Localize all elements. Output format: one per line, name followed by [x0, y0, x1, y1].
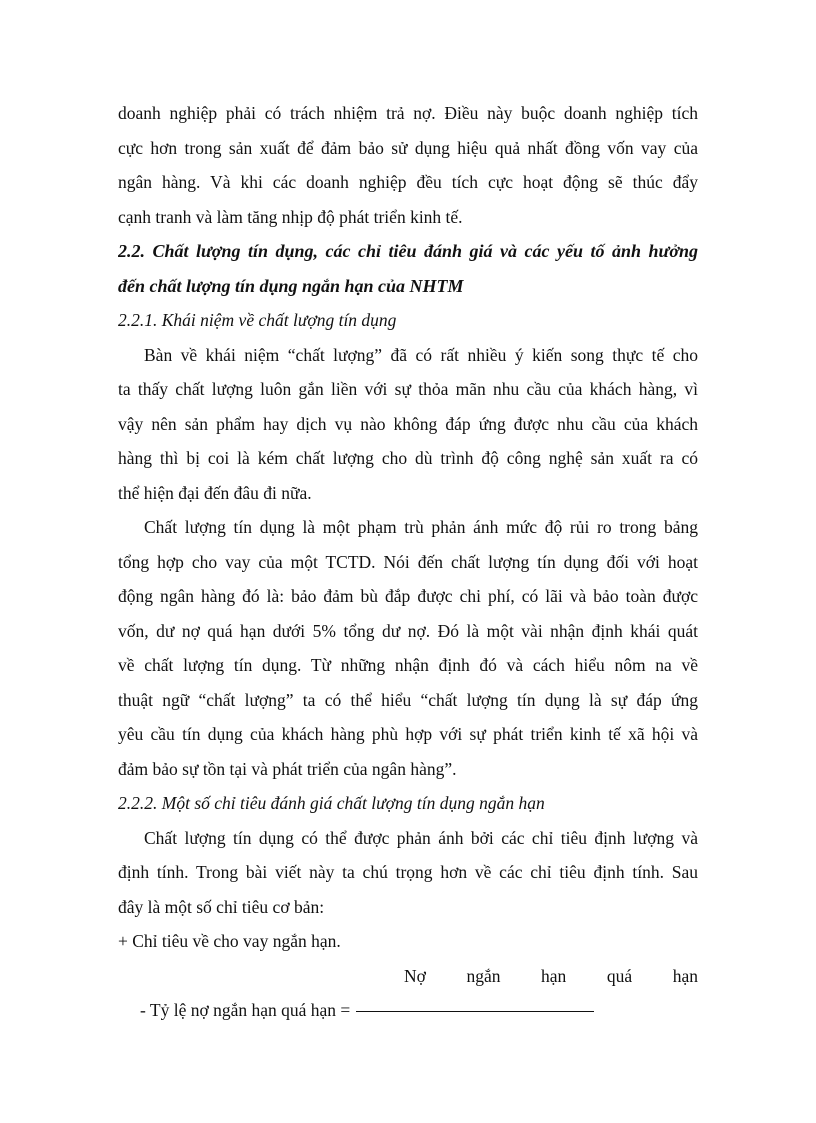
text-line: yêu cầu tín dụng của khách hàng phù hợp với sự phát triển kinh tế xã hội và	[118, 724, 698, 744]
intro-paragraph	[118, 96, 698, 234]
text-line: định tính. Trong bài viết này ta chú trọng hơn về các chỉ tiêu định tính. Sau	[118, 862, 698, 882]
formula-overdue-ratio	[118, 959, 698, 1028]
text-line: đây là một số chỉ tiêu cơ bản:	[118, 896, 325, 917]
heading-line: đến chất lượng tín dụng ngắn hạn của NHTM	[118, 275, 464, 296]
subsection-title-2-2-1: 2.2.1. Khái niệm về chất lượng tín dụng	[118, 310, 397, 330]
text-line: ta thấy chất lượng luôn gắn liền với sự thỏa mãn nhu cầu của khách hàng, vì	[118, 379, 698, 399]
heading-line: 2.2. Chất lượng tín dụng, các chỉ tiêu đánh giá và các yếu tố ảnh hưởng	[118, 241, 698, 261]
fraction-bar	[356, 1011, 594, 1012]
formula-numerator	[118, 959, 698, 994]
text-line: Chất lượng tín dụng là một phạm trù phản ánh mức độ rủi ro trong bảng	[144, 517, 698, 537]
text-line: ngân hàng. Và khi các doanh nghiệp đều tích cực hoạt động sẽ thúc đẩy	[118, 172, 698, 192]
text-line: vậy nên sản phẩm hay dịch vụ nào không đáp ứng được nhu cầu của khách	[118, 413, 698, 434]
text-line: Chất lượng tín dụng có thể được phản ánh bởi các chỉ tiêu định lượng và	[144, 827, 698, 848]
subsection-title-2-2-2: 2.2.2. Một số chỉ tiêu đánh giá chất lượng tín dụng ngắn hạn	[118, 793, 545, 813]
formula-left-side	[118, 993, 698, 1028]
numerator-word: ngắn	[466, 965, 501, 986]
section-heading	[118, 234, 698, 303]
numerator-word: hạn	[672, 965, 698, 986]
numerator-word: Nợ	[404, 965, 426, 986]
text-line: cực hơn trong sản xuất để đảm bảo sử dụng hiệu quả nhất đồng vốn vay của	[118, 137, 698, 158]
bullet-item: + Chỉ tiêu về cho vay ngắn hạn.	[118, 931, 341, 951]
text-line: doanh nghiệp phải có trách nhiệm trả nợ. Điều này buộc doanh nghiệp tích	[118, 103, 698, 123]
paragraph-definition	[118, 510, 698, 786]
text-line: tổng hợp cho vay của một TCTD. Nói đến chất lượng tín dụng đối với hoạt	[118, 551, 698, 572]
numerator-word: hạn	[541, 965, 567, 986]
document-page	[118, 96, 698, 1028]
text-line: về chất lượng tín dụng. Từ những nhận định đó và cách hiểu nôm na về	[118, 655, 698, 675]
formula-label: - Tỷ lệ nợ ngắn hạn quá hạn =	[140, 1000, 351, 1020]
text-line: cạnh tranh và làm tăng nhịp độ phát triển kinh tế.	[118, 206, 463, 227]
text-line: đảm bảo sự tồn tại và phát triển của ngân hàng”.	[118, 758, 457, 779]
numerator-word: quá	[606, 965, 633, 986]
text-line: vốn, dư nợ quá hạn dưới 5% tổng dư nợ. Đó là một vài nhận định khái quát	[118, 620, 698, 641]
paragraph-concept	[118, 338, 698, 511]
text-line: Bàn về khái niệm “chất lượng” đã có rất nhiều ý kiến song thực tế cho	[144, 344, 698, 365]
text-line: thể hiện đại đến đâu đi nữa.	[118, 482, 312, 503]
text-line: hàng thì bị coi là kém chất lượng cho dù trình độ công nghệ sản xuất ra có	[118, 448, 698, 468]
paragraph-indicators	[118, 821, 698, 925]
text-line: động ngân hàng đó là: bảo đảm bù đắp được chi phí, có lãi và bảo toàn được	[118, 586, 698, 606]
text-line: thuật ngữ “chất lượng” ta có thể hiểu “chất lượng tín dụng là sự đáp ứng	[118, 689, 698, 710]
